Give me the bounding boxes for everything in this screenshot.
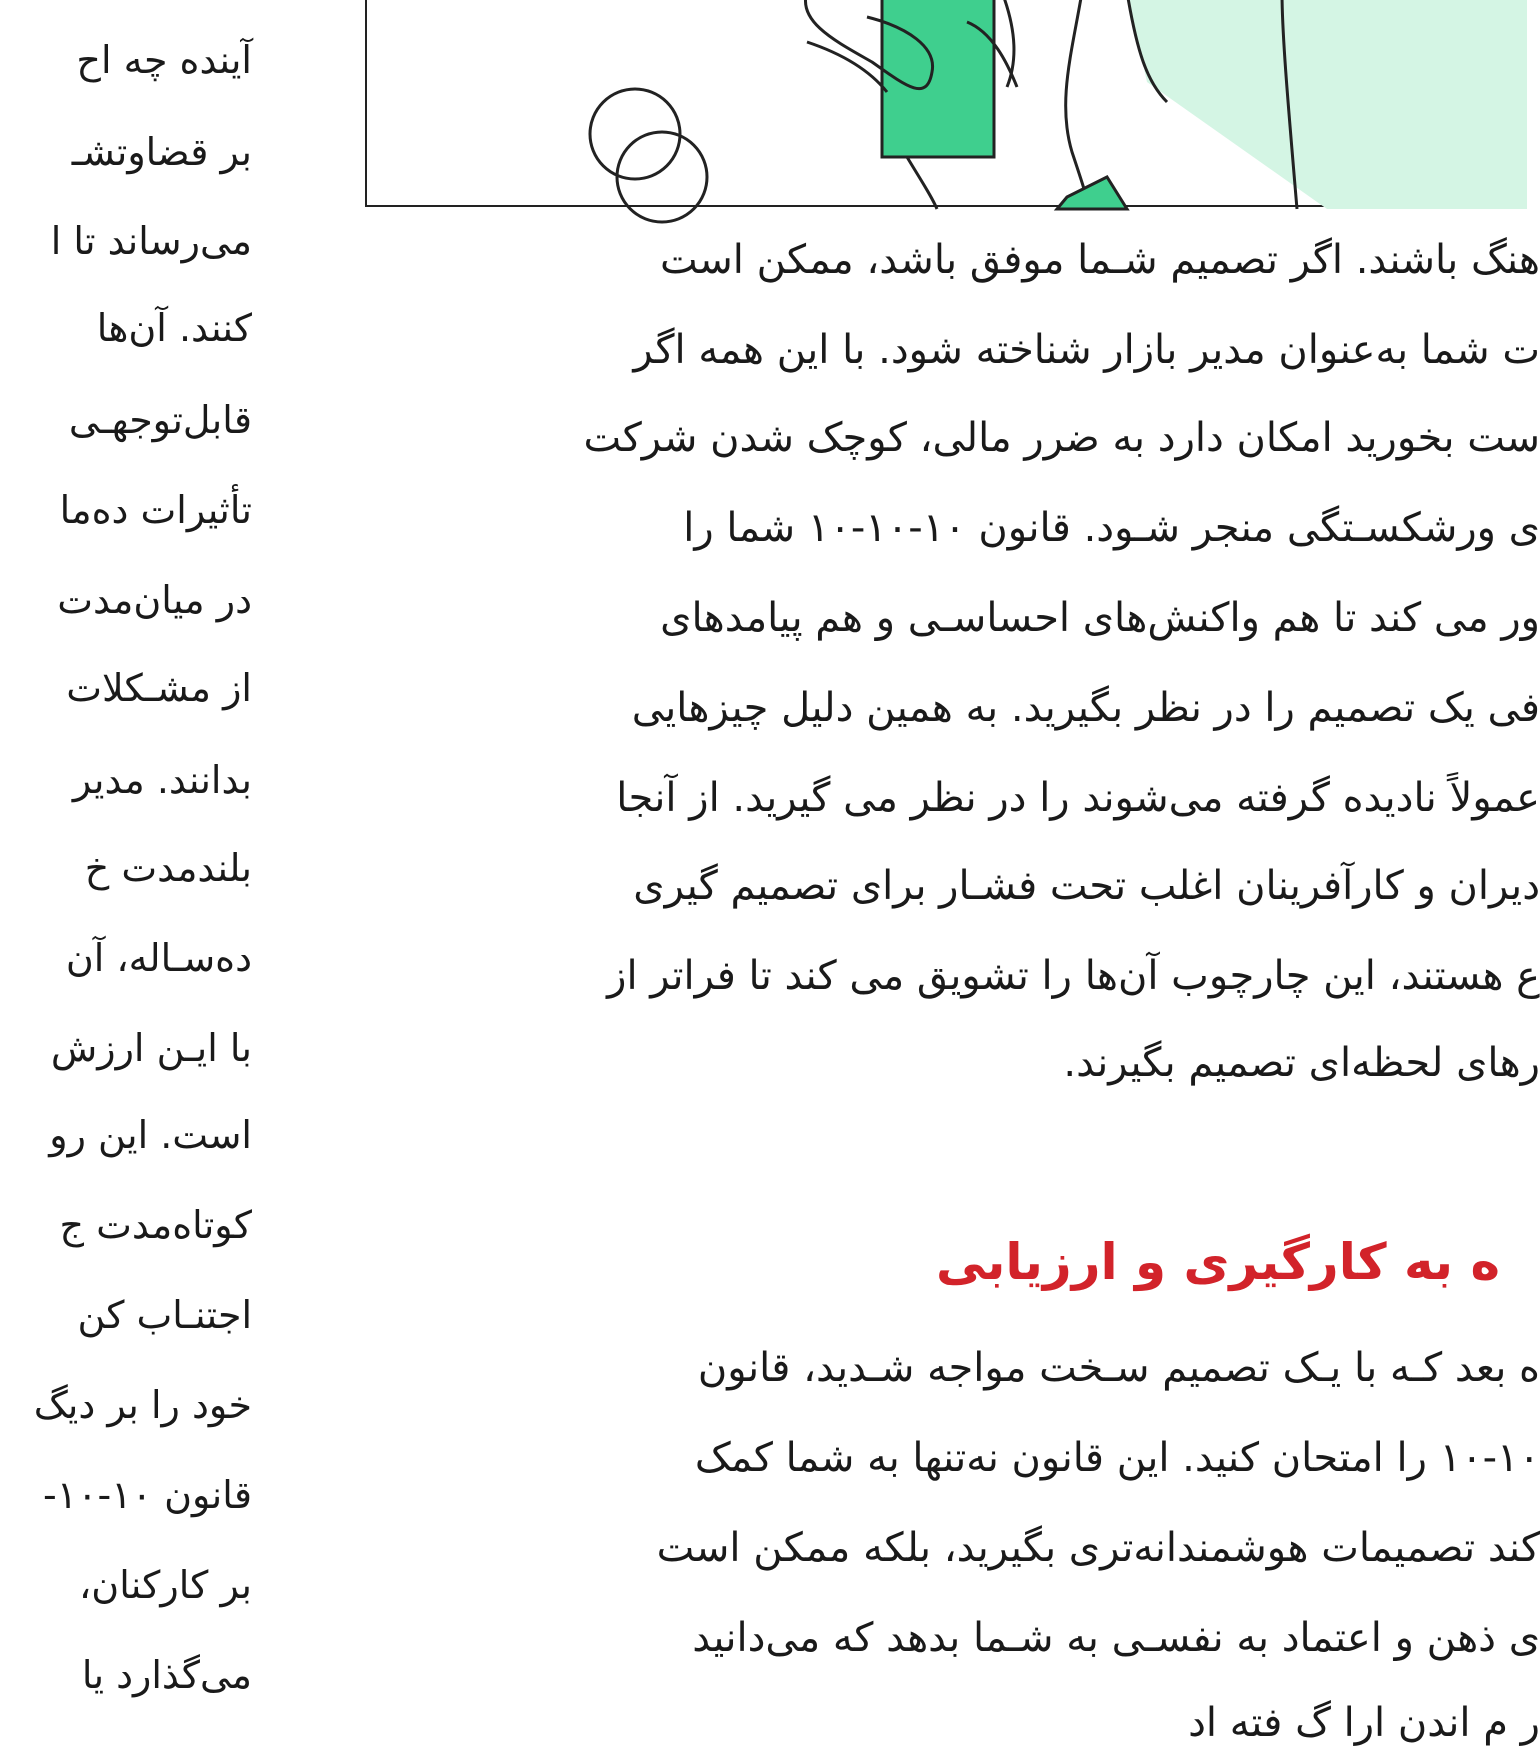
left-text-line: از مشـکلات	[66, 666, 252, 710]
paragraph-line: ع هستند، این چارچوب آن‌ها را تشویق می کند تا فراتر از	[607, 953, 1540, 999]
paragraph-line: ور می کند تا هم واکنش‌های احساسـی و هم پیامدهای	[660, 595, 1540, 641]
paragraph-line: ر م اندن ارا گ فته اد	[1188, 1700, 1540, 1746]
paragraph-line: هنگ باشند. اگر تصمیم شـما موفق باشد، ممکن است	[659, 237, 1540, 283]
left-text-line: بر کارکنان،	[79, 1563, 252, 1607]
paragraph-line: ه بعد کـه با یـک تصمیم سـخت مواجه شـدید، قانون	[697, 1345, 1540, 1391]
left-text-line: بر قضاوتشـ	[71, 130, 252, 174]
paragraph-line: ی ورشکسـتگی منجر شـود. قانون ۱۰-۱۰-۱۰ شما را	[683, 505, 1540, 551]
left-text-line: بدانند. مدیر	[72, 758, 252, 802]
left-text-line: تأثیرات ده‌ما	[59, 488, 252, 532]
paragraph-line: عمولاً نادیده گرفته می‌شوند را در نظر می گیرید. از آنجا	[616, 775, 1540, 821]
paragraph-line: دیران و کارآفرینان اغلب تحت فشـار برای تصمیم گیری	[633, 863, 1540, 909]
left-text-line: می‌رساند تا ا	[50, 219, 252, 263]
left-text-line: می‌گذارد یا	[81, 1653, 252, 1697]
left-text-line: قابل‌توجهـی	[68, 398, 252, 442]
main-column	[365, 0, 1540, 1746]
left-text-line: اجتنـاب کن	[77, 1293, 252, 1337]
left-text-line: قانون ۱۰-۱۰-	[42, 1473, 252, 1517]
left-text-line: است. این رو	[49, 1113, 252, 1157]
left-text-line: ده‌سـاله، آن	[65, 936, 252, 980]
paragraph-line: کند تصمیمات هوشمندانه‌تری بگیرید، بلکه ممکن است	[656, 1525, 1540, 1571]
paragraph-line: فی یک تصمیم را در نظر بگیرید. به همین دلیل چیزهایی	[631, 685, 1540, 731]
left-text-line: با ایـن ارزش	[50, 1026, 252, 1070]
left-text-line: خود را بر دیگ	[33, 1383, 252, 1427]
left-text-line: بلندمدت خ	[84, 846, 252, 890]
paragraph-line: ت شما به‌عنوان مدیر بازار شناخته شود. با این همه اگر	[633, 327, 1540, 373]
left-text-line: آینده چه اح	[76, 38, 252, 82]
paragraph-line: ۱۰-۱۰ را امتحان کنید. این قانون نه‌تنها به شما کمک	[694, 1435, 1540, 1481]
left-text-line: در میان‌مدت	[57, 578, 252, 622]
hands-illustration	[367, 0, 1527, 209]
section-heading: ه به کارگیری و ارزیابی	[936, 1233, 1500, 1291]
article-illustration	[365, 0, 1525, 207]
left-column	[0, 0, 252, 1712]
left-text-line: کوتاه‌مدت ج	[59, 1203, 252, 1247]
paragraph-line: ی ذهن و اعتماد به نفسـی به شـما بدهد که می‌دانید	[692, 1615, 1540, 1661]
left-text-line: کنند. آن‌ها	[96, 306, 252, 350]
paragraph-line: ست بخورید امکان دارد به ضرر مالی، کوچک شدن شرکت	[583, 415, 1540, 461]
paragraph-line: رهای لحظه‌ای تصمیم بگیرند.	[1063, 1040, 1540, 1086]
